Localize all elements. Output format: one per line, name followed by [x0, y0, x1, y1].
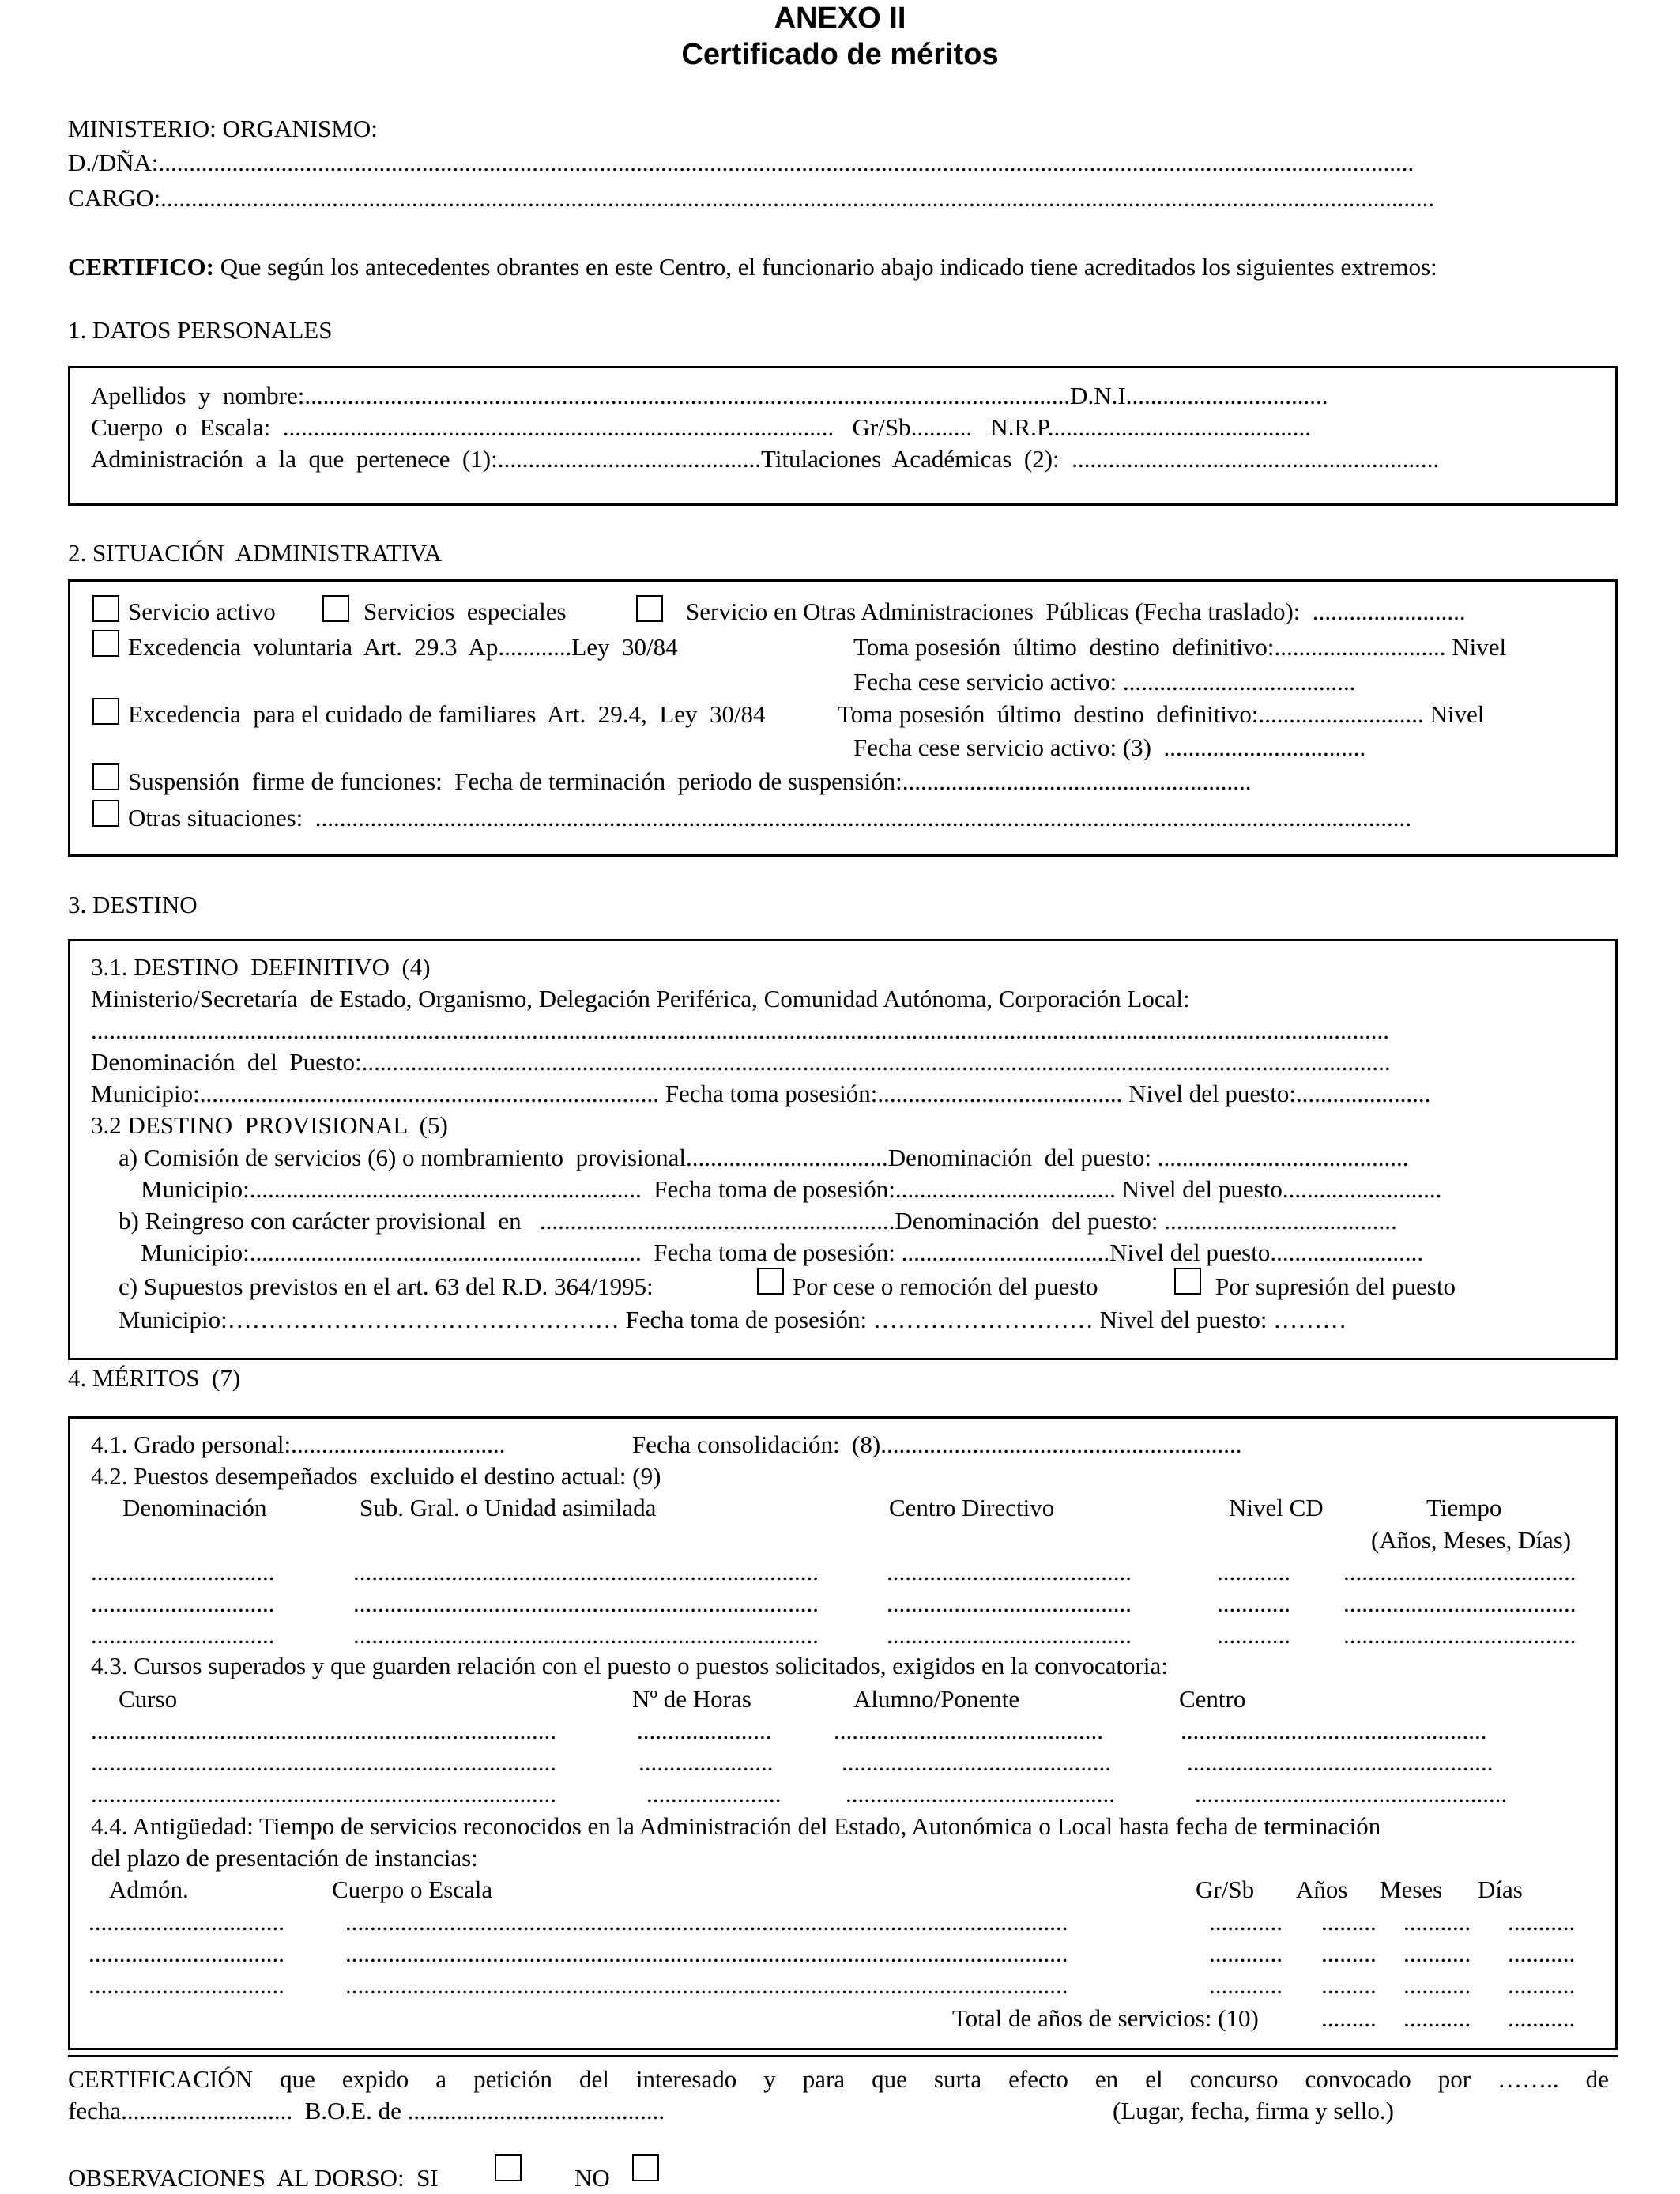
puestos-cell[interactable]: ............ [1217, 1589, 1290, 1617]
antig-cell[interactable]: ........... [1403, 1940, 1471, 1967]
certificacion-word: de [1585, 2065, 1609, 2093]
puestos-cell[interactable]: ........................................ [887, 1589, 1132, 1617]
antig-cell[interactable]: ........... [1403, 1971, 1471, 1999]
antig-cell[interactable]: ................................ [89, 1971, 284, 1999]
antig-header-dias: Días [1478, 1875, 1523, 1903]
destino-definitivo-organismo: Ministerio/Secretaría de Estado, Organismo, Delegación Periférica, Comunidad Autónoma, Corporación Local: [91, 985, 1190, 1012]
municipio-b-field[interactable]: Municipio:................................................................ Fecha toma de posesión: ..................................Nivel del puesto......................... [141, 1238, 1424, 1266]
certificacion-word: que [872, 2065, 907, 2093]
certifico-label: CERTIFICO: [68, 253, 214, 281]
cursos-header-centro: Centro [1179, 1685, 1246, 1713]
antig-cell[interactable]: ................................ [89, 1940, 284, 1967]
suspension-label: Suspensión firme de funciones: Fecha de terminación periodo de suspensión:......................................................... [128, 767, 1252, 795]
fecha-boe-field[interactable]: fecha............................ B.O.E. de .......................................... [68, 2097, 665, 2124]
observaciones-label: OBSERVACIONES AL DORSO: SI [68, 2164, 439, 2192]
cursos-cell[interactable]: ............................................ [834, 1717, 1103, 1744]
puestos-cell[interactable]: ............................................................................ [353, 1558, 819, 1585]
cursos-cell[interactable]: ............................................................................ [91, 1748, 556, 1776]
fecha-cese-1[interactable]: Fecha cese servicio activo: ...................................... [853, 668, 1356, 696]
certificacion-word: convocado [1305, 2065, 1411, 2093]
destino-provisional-title: 3.2 DESTINO PROVISIONAL (5) [91, 1111, 448, 1139]
servicios-especiales-label: Servicios especiales [363, 598, 567, 625]
servicio-activo-checkbox[interactable] [92, 595, 119, 622]
cursos-header-alumno: Alumno/Ponente [853, 1685, 1020, 1713]
antig-cell[interactable]: ...................................................................................................................... [345, 1971, 1068, 1999]
antiguedad-title-2: del plazo de presentación de instancias: [91, 1844, 478, 1872]
puestos-header-nivel: Nivel CD [1229, 1494, 1324, 1521]
antig-header-meses: Meses [1380, 1875, 1443, 1903]
antig-cell[interactable]: ............ [1209, 1940, 1283, 1967]
antig-header-anos: Años [1296, 1875, 1348, 1903]
puestos-header-tiempo-sub: (Años, Meses, Días) [1371, 1526, 1572, 1554]
antig-cell[interactable]: ......... [1321, 1908, 1377, 1936]
supuestos-label: c) Supuestos previstos en el art. 63 del R.D. 364/1995: [119, 1272, 654, 1300]
cursos-cell[interactable]: ...................... [637, 1717, 772, 1744]
puestos-cell[interactable]: ...................................... [1343, 1558, 1576, 1585]
cursos-cell[interactable]: ............................................................................ [91, 1780, 556, 1808]
section-1-heading: 1. DATOS PERSONALES [68, 316, 333, 344]
puestos-title: 4.2. Puestos desempeñados excluido el destino actual: (9) [91, 1462, 661, 1490]
antig-cell[interactable]: ........... [1508, 1971, 1576, 1999]
certificacion-word: petición [473, 2065, 552, 2093]
cese-remocion-label: Por cese o remoción del puesto [793, 1272, 1098, 1300]
antig-cell[interactable]: ........... [1403, 1908, 1471, 1936]
fecha-consolidacion-field[interactable]: Fecha consolidación: (8)........................................................... [632, 1431, 1242, 1458]
puestos-cell[interactable]: ............................................................................ [353, 1589, 819, 1617]
certifico-text: Que según los antecedentes obrantes en este Centro, el funcionario abajo indicado tiene acreditados los siguientes extremos: [220, 253, 1437, 281]
servicio-activo-label: Servicio activo [128, 598, 276, 625]
excedencia-familiares-label: Excedencia para el cuidado de familiares Art. 29.4, Ley 30/84 [128, 700, 766, 728]
antig-header-cuerpo: Cuerpo o Escala [332, 1875, 493, 1903]
total-dias-field[interactable]: ........... [1508, 2004, 1576, 2032]
puestos-cell[interactable]: .............................. [91, 1621, 275, 1649]
certificacion-word: …….. [1497, 2065, 1559, 2093]
antig-header-grsb: Gr/Sb [1196, 1875, 1255, 1903]
certificacion-word: el [1145, 2065, 1163, 2093]
certificacion-word: expido [341, 2065, 409, 2093]
cursos-cell[interactable]: ................................................... [1195, 1780, 1508, 1808]
administracion-field[interactable]: Administración a la que pertenece (1):...........................................Titulaciones Académicas (2): ............................................................ [91, 445, 1440, 473]
total-meses-field[interactable]: ........... [1403, 2004, 1471, 2032]
excedencia-familiares-checkbox[interactable] [92, 698, 119, 725]
puestos-cell[interactable]: ........................................ [887, 1621, 1132, 1649]
antig-cell[interactable]: ........... [1508, 1940, 1576, 1967]
destino-definitivo-title: 3.1. DESTINO DEFINITIVO (4) [91, 953, 431, 981]
cursos-cell[interactable]: ............................................ [846, 1780, 1115, 1808]
antig-cell[interactable]: ........... [1508, 1908, 1576, 1936]
otras-situaciones-label[interactable]: Otras situaciones: ................................................................................................................................................................................... [128, 804, 1412, 831]
certifico-statement [68, 253, 1437, 281]
cargo-field[interactable]: CARGO:................................................................................................................................................................................................................ [68, 184, 1435, 212]
municipio-a-field[interactable]: Municipio:................................................................ Fecha toma de posesión:.................................... Nivel del puesto.......................... [141, 1175, 1442, 1203]
certificacion-word: para [802, 2065, 846, 2093]
cursos-cell[interactable]: ...................... [638, 1748, 774, 1776]
cursos-header-horas: Nº de Horas [632, 1685, 751, 1713]
toma-posesion-1[interactable]: Toma posesión último destino definitivo:............................ Nivel [853, 633, 1507, 661]
cursos-cell[interactable]: .................................................. [1181, 1717, 1487, 1744]
cese-remocion-checkbox[interactable] [757, 1268, 784, 1295]
certificacion-word: a [435, 2065, 447, 2093]
cuerpo-field[interactable]: Cuerpo o Escala: .......................................................................................... Gr/Sb.......... N.R.P........................................... [91, 413, 1311, 441]
certificacion-word: del [578, 2065, 609, 2093]
reingreso-field[interactable]: b) Reingreso con carácter provisional en ..........................................................Denominación del puesto: ...................................... [119, 1207, 1397, 1235]
section-4-heading: 4. MÉRITOS (7) [68, 1364, 241, 1392]
puestos-cell[interactable]: ........................................ [887, 1558, 1132, 1585]
puestos-cell[interactable]: ............ [1217, 1621, 1290, 1649]
cursos-cell[interactable]: .................................................. [1187, 1748, 1494, 1776]
suspension-checkbox[interactable] [92, 763, 119, 790]
antig-cell[interactable]: ............ [1209, 1908, 1283, 1936]
cursos-title: 4.3. Cursos superados y que guarden relación con el puesto o puestos solicitados, exigidos en la convocatoria: [91, 1652, 1168, 1679]
antiguedad-title: 4.4. Antigüedad: Tiempo de servicios reconocidos en la Administración del Estado, Autonómica o Local hasta fecha de terminación [91, 1812, 1381, 1840]
footer-divider [68, 2055, 1618, 2057]
otras-administraciones-label: Servicio en Otras Administraciones Públicas (Fecha traslado): ......................... [686, 598, 1466, 625]
certificacion-word: en [1094, 2065, 1119, 2093]
puestos-cell[interactable]: .............................. [91, 1589, 275, 1617]
cursos-cell[interactable]: ............................................ [842, 1748, 1111, 1776]
puestos-cell[interactable]: .............................. [91, 1558, 275, 1585]
total-anos-label: Total de años de servicios: (10) [952, 2004, 1259, 2032]
certificacion-word: efecto [1008, 2065, 1068, 2093]
antig-cell[interactable]: ............ [1209, 1971, 1283, 1999]
antig-cell[interactable]: ......... [1321, 1971, 1377, 1999]
denominacion-puesto-field[interactable]: Denominación del Puesto:........................................................................................................................................................................ [91, 1048, 1391, 1076]
page-title: ANEXO II [774, 2, 906, 35]
puestos-cell[interactable]: ............................................................................ [353, 1621, 819, 1649]
supresion-label: Por supresión del puesto [1215, 1272, 1456, 1300]
puestos-header-subgral: Sub. Gral. o Unidad asimilada [360, 1494, 657, 1521]
certificacion-word: surta [933, 2065, 982, 2093]
certificacion-word: que [280, 2065, 315, 2093]
supresion-checkbox[interactable] [1174, 1268, 1201, 1295]
comision-servicios-field[interactable]: a) Comisión de servicios (6) o nombramiento provisional.................................Denominación del puesto: ......................................... [119, 1144, 1409, 1171]
antig-cell[interactable]: ......... [1321, 1940, 1377, 1967]
municipio-definitivo-field[interactable]: Municipio:........................................................................... Fecha toma posesión:........................................ Nivel del puesto:...................... [91, 1080, 1431, 1107]
puestos-header-centro: Centro Directivo [889, 1494, 1055, 1521]
observaciones-si-checkbox[interactable] [495, 2154, 522, 2181]
apellidos-field[interactable]: Apellidos y nombre:.............................................................................................................................D.N.I................................. [91, 382, 1328, 409]
observaciones-no-label: NO [574, 2164, 610, 2192]
otras-administraciones-checkbox[interactable] [636, 595, 663, 622]
certificacion-word: interesado [635, 2065, 737, 2093]
certificacion-word: por [1437, 2065, 1471, 2093]
otras-situaciones-checkbox[interactable] [92, 800, 119, 827]
puestos-header-denominacion: Denominación [122, 1494, 267, 1521]
destino-definitivo-dots[interactable]: .................................................................................................................................................................................................................... [91, 1016, 1389, 1044]
puestos-cell[interactable]: ...................................... [1343, 1621, 1576, 1649]
puestos-cell[interactable]: ............ [1217, 1558, 1290, 1585]
antig-cell[interactable]: ................................ [89, 1908, 284, 1936]
puestos-cell[interactable]: ...................................... [1343, 1589, 1576, 1617]
certificacion-word: concurso [1189, 2065, 1279, 2093]
section-3-heading: 3. DESTINO [68, 891, 198, 918]
excedencia-voluntaria-checkbox[interactable] [92, 630, 119, 657]
cursos-cell[interactable]: ...................... [646, 1780, 782, 1808]
servicios-especiales-checkbox[interactable] [322, 595, 349, 622]
certificacion-word: CERTIFICACIÓN [68, 2065, 254, 2093]
antig-header-admon: Admón. [109, 1875, 189, 1903]
toma-posesion-2[interactable]: Toma posesión último destino definitivo:........................... Nivel [838, 700, 1485, 728]
total-anos-field[interactable]: ......... [1321, 2004, 1377, 2032]
cursos-cell[interactable]: ............................................................................ [91, 1717, 556, 1744]
section-2-heading: 2. SITUACIÓN ADMINISTRATIVA [68, 539, 443, 567]
certificacion-line [68, 2065, 1609, 2094]
antig-cell[interactable]: ...................................................................................................................... [345, 1908, 1068, 1936]
page-subtitle: Certificado de méritos [681, 38, 999, 71]
dona-field[interactable]: D./DÑA:............................................................................................................................................................................................................. [68, 149, 1414, 176]
lugar-fecha-firma: (Lugar, fecha, firma y sello.) [1113, 2097, 1394, 2124]
fecha-cese-2[interactable]: Fecha cese servicio activo: (3) ................................. [853, 733, 1366, 761]
antig-cell[interactable]: ...................................................................................................................... [345, 1940, 1068, 1967]
puestos-header-tiempo: Tiempo [1426, 1494, 1502, 1521]
grado-personal-field[interactable]: 4.1. Grado personal:................................... [91, 1431, 506, 1458]
observaciones-no-checkbox[interactable] [632, 2154, 659, 2181]
excedencia-voluntaria-label: Excedencia voluntaria Art. 29.3 Ap............Ley 30/84 [128, 633, 678, 661]
cursos-header-curso: Curso [119, 1685, 178, 1713]
certificacion-word: y [763, 2065, 776, 2093]
ministerio-label: MINISTERIO: ORGANISMO: [68, 115, 378, 142]
municipio-c-field[interactable]: Municipio:………………………………………… Fecha toma de posesión: ……………………… Nivel del puesto: ……… [119, 1306, 1347, 1333]
